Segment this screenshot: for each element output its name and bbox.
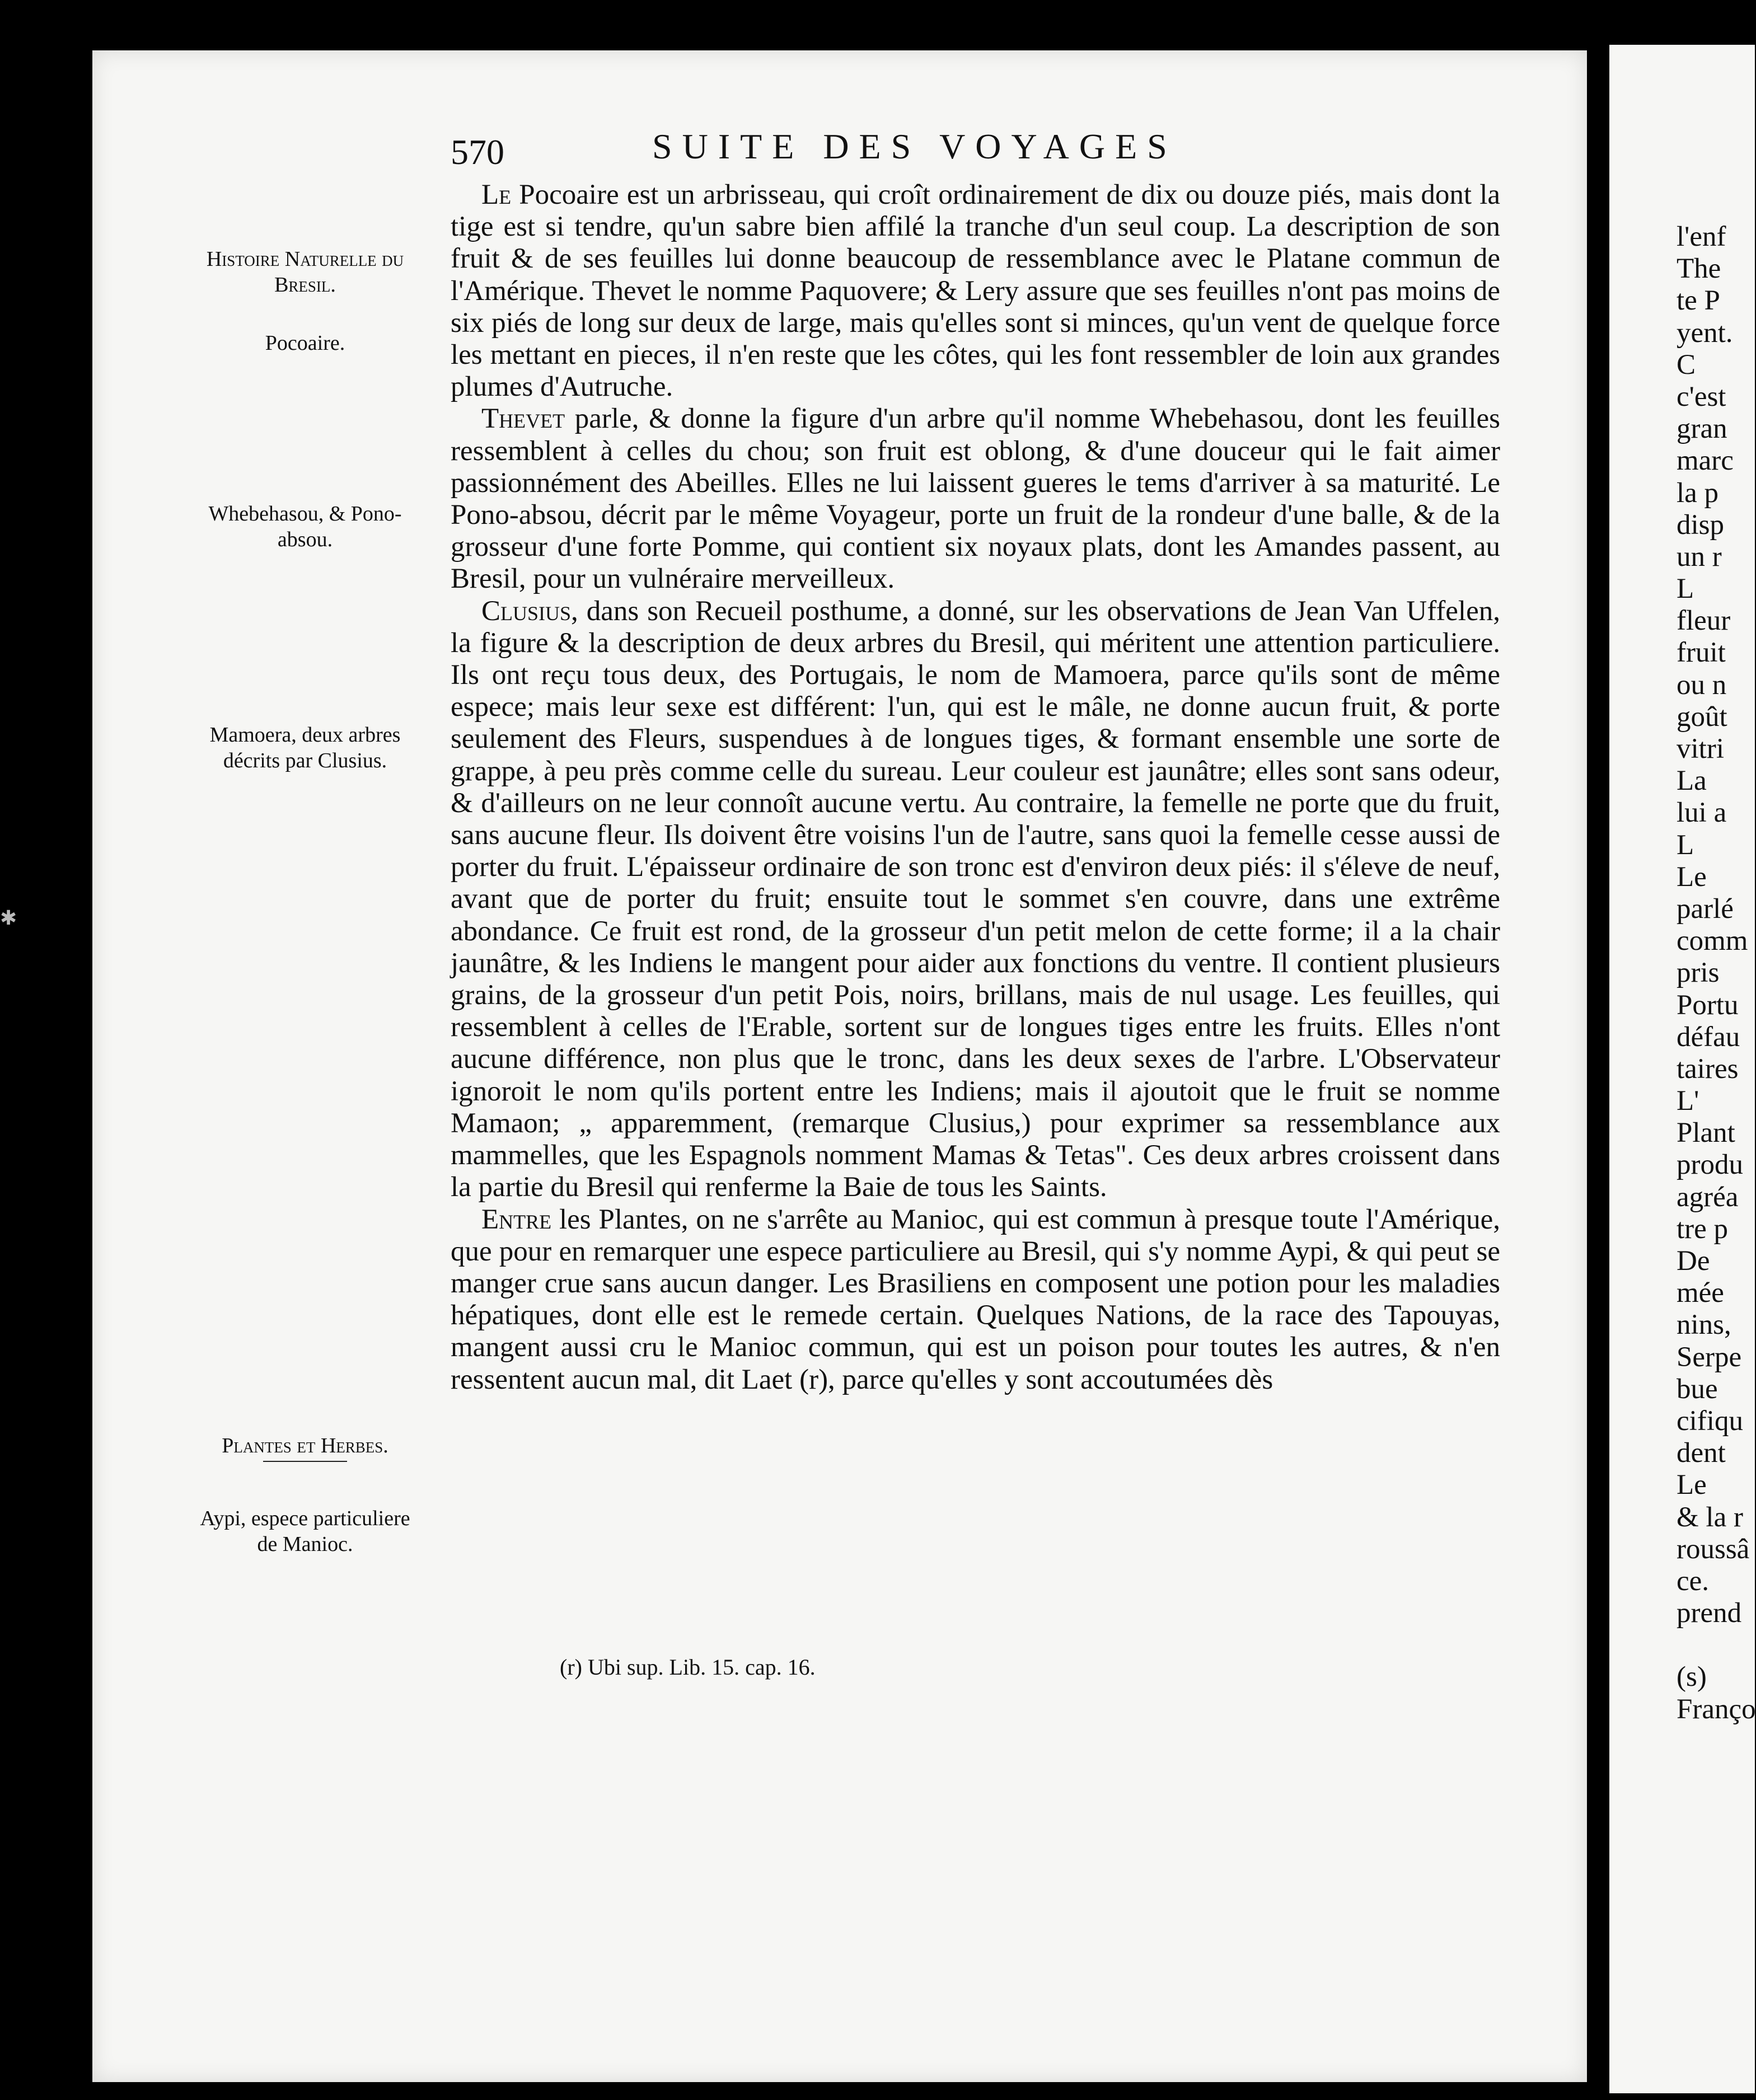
right-page-line: Le xyxy=(1677,1469,1707,1501)
right-page-line: produ xyxy=(1677,1149,1743,1181)
right-page-line: prend xyxy=(1677,1597,1742,1629)
margin-rule xyxy=(263,1461,347,1462)
right-page-line: & la r xyxy=(1677,1501,1743,1533)
running-head-title: SUITE DES VOYAGES xyxy=(652,126,1177,166)
footnote: (r) Ubi sup. Lib. 15. cap. 16. xyxy=(560,1654,816,1680)
right-page-line: pris xyxy=(1677,957,1720,989)
right-page-line: taires xyxy=(1677,1053,1739,1085)
binding-mark: ✱ xyxy=(0,907,17,930)
right-page-line: marc xyxy=(1677,445,1734,477)
right-page-line: te P xyxy=(1677,285,1720,317)
right-page-line: ce. xyxy=(1677,1565,1710,1597)
right-page-line: tre p xyxy=(1677,1213,1729,1245)
right-page-line: dent xyxy=(1677,1437,1726,1469)
right-page-line: Serpe xyxy=(1677,1341,1742,1373)
right-page-line: agréa xyxy=(1677,1181,1739,1213)
margin-note-pocoaire: Pocoaire. xyxy=(265,331,345,355)
right-page-text xyxy=(1677,221,1756,1726)
margin-note-aypi: Aypi, espece particuliere de Manioc. xyxy=(200,1507,410,1556)
right-page-line: c'est xyxy=(1677,381,1726,412)
paragraph: Clusius, dans son Recueil posthume, a donné, sur les observations de Jean Van Uffelen, la figure & la description de deux arbres du Bresil, qui méritent une attention particuliere. Ils ont reçu tous deux, des Portugais, le nom de Mamoera, parce qu'ils sont de même espece; mais leur sexe est différent: l'un, qui est le mâle, ne donne aucun fruit, & porte seulement des Fleurs, suspendues à de longues tiges, & formant ensemble une sorte de grappe, à peu près comme celle du sureau. Leur couleur est jaunâtre; elles sont sans odeur, & d'ailleurs on ne leur connoît aucune vertu. Au contraire, la femelle ne porte que du fruit, sans aucune fleur. Ils doivent être voisins l'un de l'autre, sans quoi la femelle cesse aussi de porter du fruit. L'épaisseur ordinaire de son tronc est d'environ deux piés: il s'éleve de neuf, avant que de porter du fruit; ensuite tout le sommet s'en couvre, dans une extrême abondance. Ce fruit est rond, de la grosseur d'un petit melon de cette forme; il a la chair jaunâtre, & les Indiens le mangent pour aider aux fonctions du ventre. Il contient plusieurs grains, de la grosseur d'un petit Pois, noirs, brillans, mais de nul usage. Les feuilles, qui ressemblent à celles de l'Erable, sortent sur de longues tiges entre les fruits. Elles n'ont aucune différence, non plus que le tronc, dans les deux sexes de l'arbre. L'Observateur ignoroit le nom qu'ils portent entre les Indiens; mais il ajoutoit que le fruit se nomme Mamaon; „ apparemment, (remarque Clusius,) pour exprimer sa ressemblance aux mammelles, que les Espagnols nomment Mamas & Tetas". Ces deux arbres croissent dans la partie du Bresil qui renferme la Baie de tous les Saints. xyxy=(451,595,1500,1203)
right-page-line: De xyxy=(1677,1245,1710,1277)
right-page-line: disp xyxy=(1677,509,1725,541)
right-page-line: Franço xyxy=(1677,1693,1756,1725)
right-page-line: L xyxy=(1677,829,1694,861)
right-page-line: l'enf xyxy=(1677,221,1726,252)
right-page-line: gran xyxy=(1677,413,1727,445)
right-page-line: fleur xyxy=(1677,605,1731,637)
right-page-line: nins, xyxy=(1677,1309,1731,1341)
right-page-line: ou n xyxy=(1677,669,1727,701)
right-page-line: goût xyxy=(1677,701,1727,733)
right-page-line: fruit xyxy=(1677,637,1726,669)
right-page-line: cifiqu xyxy=(1677,1405,1743,1437)
right-page-line: lui a xyxy=(1677,797,1727,829)
margin-note-histoire: Histoire Naturelle du Bresil. xyxy=(206,247,404,297)
right-page-line: défau xyxy=(1677,1021,1740,1053)
margin-note-mamoera: Mamoera, deux arbres décrits par Clusius. xyxy=(209,723,401,772)
paragraph: Thevet parle, & donne la figure d'un arbre qu'il nomme Whebehasou, dont les feuilles ressemblent à celles du chou; son fruit est oblong, & d'une douceur qui le fait aimer passionnément des Abeilles. Elles ne lui laissent gueres le tems d'arriver à sa maturité. Le Pono-absou, décrit par le même Voyageur, porte un fruit de la rondeur d'une balle, & de la grosseur d'une forte Pomme, qui contient six noyaux plats, dont les Amandes passent, au Bresil, pour un vulnéraire merveilleux. xyxy=(451,403,1500,595)
right-page-line: The xyxy=(1677,253,1721,285)
paragraph: Le Pocoaire est un arbrisseau, qui croît ordinairement de dix ou douze piés, mais dont la tige est si tendre, qu'un sabre bien affilé la tranche d'un seul coup. La description de son fruit & de ses feuilles lui donne beaucoup de ressemblance avec le Platane commun de l'Amérique. Thevet le nomme Paquovere; & Lery assure que ses feuilles n'ont pas moins de six piés de long sur deux de large, mais qu'elles sont si minces, qu'un vent de quelque force les mettant en pieces, il n'en reste que les côtes, qui les font ressembler de loin aux grandes plumes d'Autruche. xyxy=(451,179,1500,403)
right-page-line: Portu xyxy=(1677,989,1739,1021)
right-page-line: roussâ xyxy=(1677,1533,1750,1565)
right-page-line: bue xyxy=(1677,1373,1718,1405)
right-page-line: mée xyxy=(1677,1277,1724,1309)
right-page-line: vitri xyxy=(1677,733,1724,765)
page-number: 570 xyxy=(451,132,504,172)
right-page-line: comm xyxy=(1677,925,1748,957)
paragraph: Entre les Plantes, on ne s'arrête au Manioc, qui est commun à presque toute l'Amérique, que pour en remarquer une espece particuliere au Bresil, qui s'y nomme Aypi, & qui peut se manger crue sans aucun danger. Les Brasiliens en composent une potion pour les maladies hépatiques, dont elle est le remede certain. Quelques Nations, de la race des Tapouyas, mangent aussi cru le Manioc commun, qui est un poison pour toutes les autres, & n'en ressentent aucun mal, dit Laet (r), parce qu'elles y sont accoutumées dès xyxy=(451,1203,1500,1395)
right-page-line: La xyxy=(1677,765,1707,797)
right-page-line: yent. xyxy=(1677,317,1733,349)
right-page-line: (s) xyxy=(1677,1661,1707,1693)
right-page-line: Le xyxy=(1677,861,1707,893)
right-page-line: L' xyxy=(1677,1085,1699,1117)
margin-note-plantes: Plantes et Herbes. xyxy=(193,1433,417,1466)
margin-note-whebehasou: Whebehasou, & Pono-absou. xyxy=(208,502,402,551)
right-page-line: parlé xyxy=(1677,893,1734,925)
right-page-line: Plant xyxy=(1677,1117,1735,1149)
right-page-line: L xyxy=(1677,573,1694,605)
right-page-line: C xyxy=(1677,349,1696,381)
main-text xyxy=(451,179,1500,1396)
right-page-line: la p xyxy=(1677,477,1719,509)
right-page-line xyxy=(1677,1629,1756,1661)
right-page-line: un r xyxy=(1677,541,1722,573)
